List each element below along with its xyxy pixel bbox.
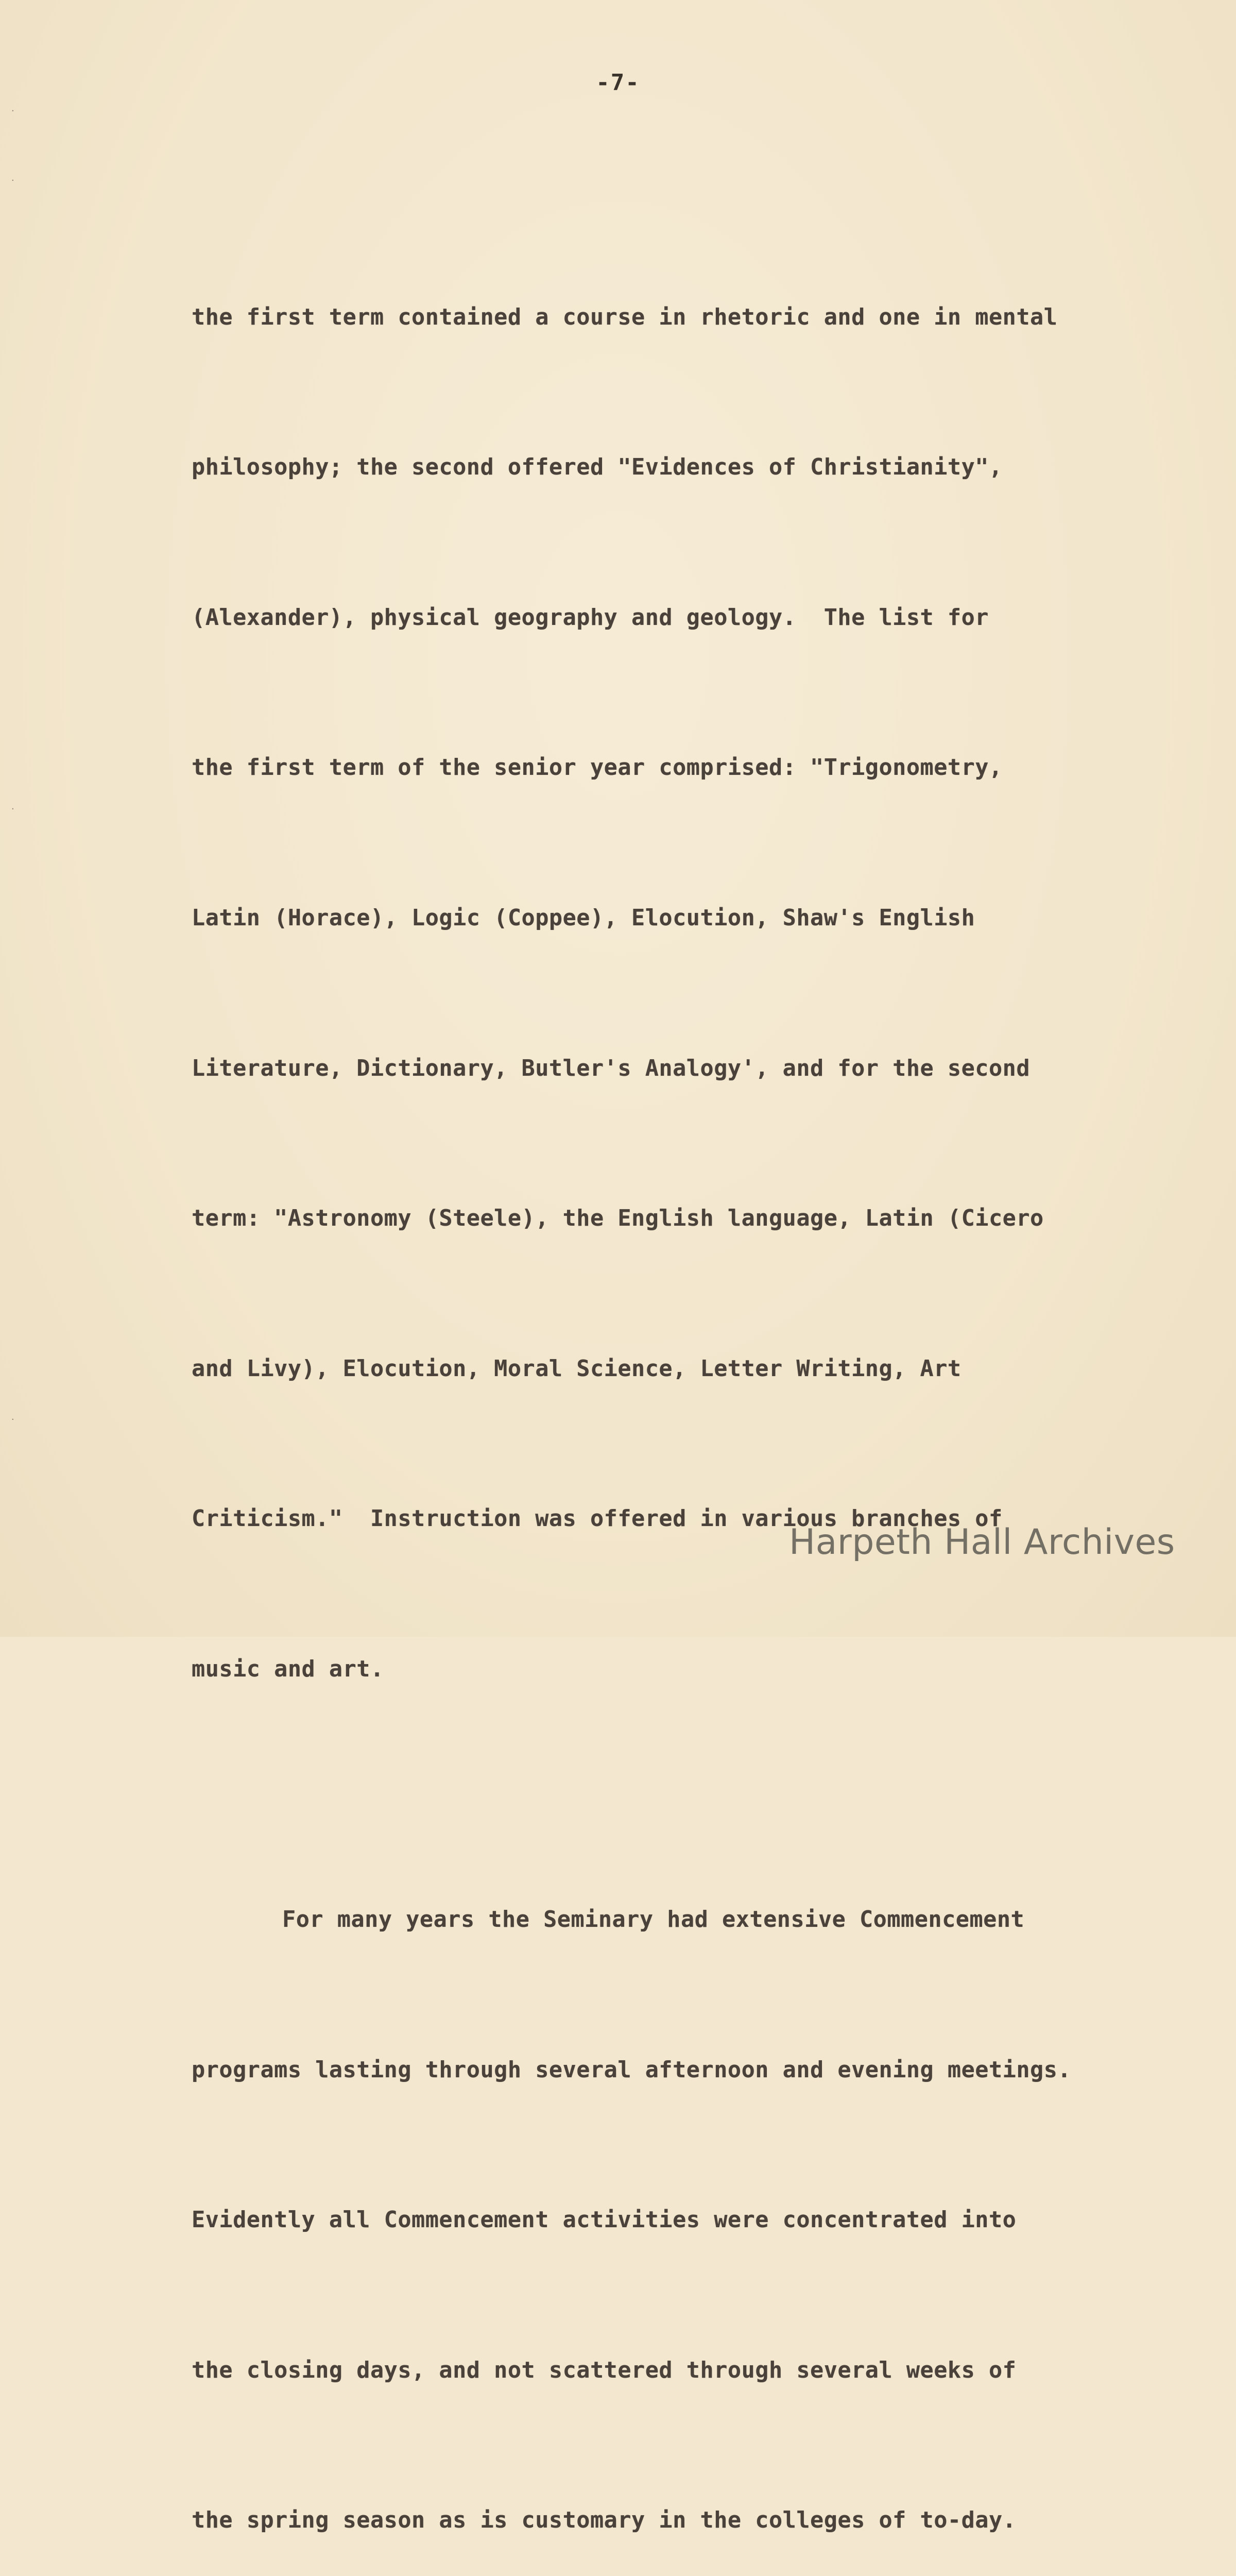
text-line: the first term of the senior year comprised: "Trigonometry,	[192, 755, 1003, 781]
text-line: Criticism." Instruction was offered in various branches of	[192, 1506, 1003, 1532]
text-line: philosophy; the second offered "Evidences of Christianity",	[192, 454, 1003, 481]
archive-watermark: Harpeth Hall Archives	[789, 1522, 1175, 1563]
margin-speck: ·	[11, 804, 14, 815]
text-line: the spring season as is customary in the colleges of to-day.	[192, 2507, 1017, 2534]
text-line: music and art.	[192, 1656, 384, 1682]
text-line: Evidently all Commencement activities were concentrated into	[192, 2207, 1017, 2233]
text-line: Literature, Dictionary, Butler's Analogy', and for the second	[192, 1055, 1031, 1081]
text-line: term: "Astronomy (Steele), the English language, Latin (Cicero	[192, 1206, 1044, 1232]
page-number: -7-	[596, 70, 640, 96]
margin-speck: ·	[11, 1414, 14, 1425]
text-line: Latin (Horace), Logic (Coppee), Elocution, Shaw's English	[192, 905, 975, 931]
text-line: and Livy), Elocution, Moral Science, Letter Writing, Art	[192, 1355, 962, 1382]
body-text	[192, 142, 1160, 2576]
margin-speck: ·	[11, 106, 14, 116]
text-line: For many years the Seminary had extensive Commencement	[282, 1906, 1025, 1933]
text-line: the closing days, and not scattered through several weeks of	[192, 2357, 1017, 2383]
margin-speck: ·	[11, 175, 14, 186]
text-line: the first term contained a course in rhetoric and one in mental	[192, 304, 1058, 330]
text-line: (Alexander), physical geography and geology. The list for	[192, 604, 989, 631]
text-line: programs lasting through several afternoon and evening meetings.	[192, 2057, 1072, 2083]
